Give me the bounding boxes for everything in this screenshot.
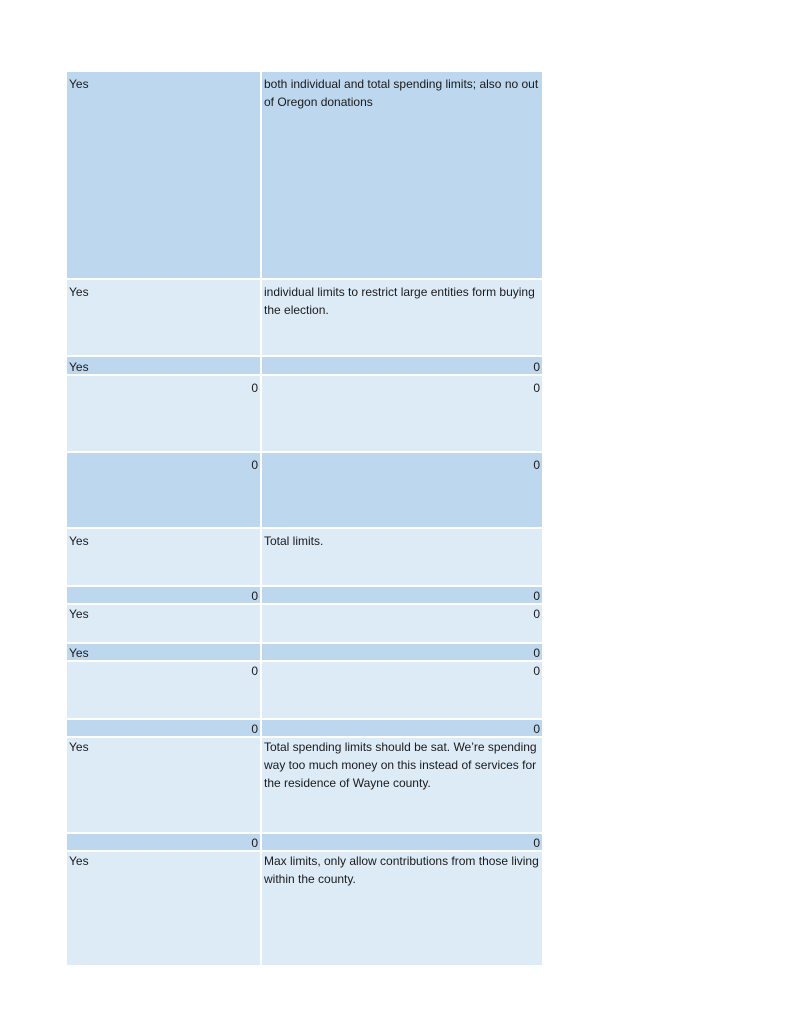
table-row xyxy=(67,605,542,644)
cell-comment[interactable]: 0 xyxy=(262,357,542,374)
cell-response[interactable]: Yes xyxy=(67,852,260,965)
table-row xyxy=(67,280,542,357)
table-row xyxy=(67,720,542,738)
cell-comment[interactable]: 0 xyxy=(262,720,542,736)
cell-response[interactable]: Yes xyxy=(67,529,260,585)
cell-response[interactable]: Yes xyxy=(67,357,260,374)
cell-comment[interactable]: 0 xyxy=(262,605,542,642)
table-row xyxy=(67,852,542,965)
table-row xyxy=(67,453,542,529)
cell-response[interactable]: Yes xyxy=(67,72,260,278)
cell-comment[interactable]: individual limits to restrict large entities form buying the election. xyxy=(262,280,542,355)
cell-response[interactable]: 0 xyxy=(67,720,260,736)
cell-comment[interactable]: 0 xyxy=(262,644,542,660)
cell-response[interactable]: Yes xyxy=(67,605,260,642)
cell-response[interactable]: 0 xyxy=(67,587,260,603)
table-row xyxy=(67,834,542,852)
cell-response[interactable]: Yes xyxy=(67,644,260,660)
cell-response[interactable]: 0 xyxy=(67,376,260,451)
cell-comment[interactable]: Total limits. xyxy=(262,529,542,585)
cell-response[interactable]: 0 xyxy=(67,453,260,527)
cell-comment[interactable]: 0 xyxy=(262,376,542,451)
cell-comment[interactable]: 0 xyxy=(262,662,542,718)
table-row xyxy=(67,376,542,453)
cell-response[interactable]: 0 xyxy=(67,834,260,850)
table-row xyxy=(67,587,542,605)
cell-comment[interactable]: 0 xyxy=(262,834,542,850)
table-row xyxy=(67,529,542,587)
cell-comment[interactable]: 0 xyxy=(262,587,542,603)
cell-response[interactable]: Yes xyxy=(67,280,260,355)
cell-comment[interactable]: Max limits, only allow contributions from those living within the county. xyxy=(262,852,542,965)
table-row xyxy=(67,72,542,280)
cell-comment[interactable]: 0 xyxy=(262,453,542,527)
cell-response[interactable]: Yes xyxy=(67,738,260,832)
table-row xyxy=(67,662,542,720)
cell-response[interactable]: 0 xyxy=(67,662,260,718)
table-row xyxy=(67,738,542,834)
table-row xyxy=(67,644,542,662)
table-row xyxy=(67,357,542,376)
cell-comment[interactable]: Total spending limits should be sat. We’re spending way too much money on this instead of services for the residence of Wayne county. xyxy=(262,738,542,832)
cell-comment[interactable]: both individual and total spending limits; also no out of Oregon donations xyxy=(262,72,542,278)
spreadsheet-table xyxy=(67,72,542,965)
